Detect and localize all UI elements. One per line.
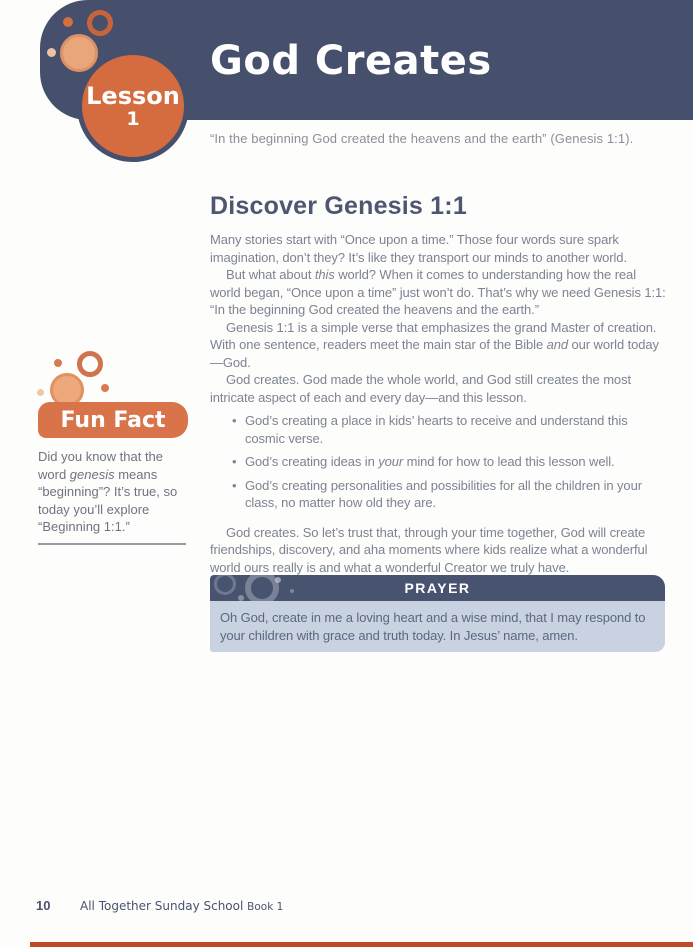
divider-line xyxy=(38,543,186,545)
lesson-label: Lesson xyxy=(86,82,180,110)
prayer-label: PRAYER xyxy=(404,580,471,596)
section-heading: Discover Genesis 1:1 xyxy=(210,192,467,220)
prayer-text: Oh God, create in me a loving heart and a wise mind, that I may respond to your children with grace and truth today. In Jesus’ name, amen. xyxy=(220,610,646,643)
page-title: God Creates xyxy=(210,38,492,84)
bullet-item: • God’s creating a place in kids’ hearts to receive and understand this cosmic verse. xyxy=(232,413,628,446)
lesson-number: 1 xyxy=(126,108,140,130)
paragraph: God creates. God made the whole world, and God still creates the most intricate aspect of each and every day—and this lesson. xyxy=(210,372,631,405)
footer-series-name: All Together Sunday School xyxy=(80,899,244,913)
decorative-dot-icon xyxy=(63,17,73,27)
lesson-badge xyxy=(77,50,189,162)
bullet-glyph: • xyxy=(232,413,237,428)
bullet-list xyxy=(210,412,670,512)
main-content xyxy=(210,192,670,576)
decorative-ring-icon xyxy=(87,10,113,36)
verse-quote: “In the beginning God created the heavens and the earth” (Genesis 1:1). xyxy=(210,131,634,146)
bullet-glyph: • xyxy=(232,477,237,493)
prayer-text-box xyxy=(210,601,665,652)
decorative-dot-icon xyxy=(275,577,281,583)
decorative-ring-icon xyxy=(77,351,103,377)
bullet-item: • God’s creating personalities and possibilities for all the children in your class, no matter how old they are. xyxy=(232,477,642,510)
decorative-dot-icon xyxy=(47,48,56,57)
decorative-dot-icon xyxy=(290,589,294,593)
decorative-dot-icon xyxy=(37,389,44,396)
decorative-ring-icon xyxy=(245,575,279,601)
paragraph: Many stories start with “Once upon a time.” Those four words sure spark imagination, don’t they? It’s like they transport our minds to another world. xyxy=(210,232,627,265)
footer-book-part: Book 1 xyxy=(247,901,284,913)
fun-fact-banner xyxy=(38,402,188,438)
decorative-ring-icon xyxy=(214,575,236,595)
page-number: 10 xyxy=(36,898,51,913)
paragraph: Genesis 1:1 is a simple verse that emphasizes the grand Master of creation. With one sentence, readers meet the main star of the Bible and our world today—God. xyxy=(210,319,659,370)
fun-fact-label: Fun Fact xyxy=(60,407,166,433)
decorative-dot-icon xyxy=(54,359,62,367)
bullet-glyph: • xyxy=(232,454,237,469)
fun-fact-text: Did you know that the word genesis means “beginning”? It’s true, so today you’ll explore “Beginning 1:1.” xyxy=(38,449,178,534)
closing-paragraph: God creates. So let’s trust that, through your time together, God will create friendships, discovery, and aha moments where kids realize what a wonderful world ours really is and what a wonderful Creator we truly have. xyxy=(210,524,648,575)
decorative-dot-icon xyxy=(238,595,244,601)
decorative-dot-icon xyxy=(101,384,109,392)
paragraph: But what about this world? When it comes to understanding how the real world began, “Once upon a time” just won’t do. That’s why we need Genesis 1:1: “In the beginning God created the heavens and the earth.” xyxy=(210,267,666,317)
prayer-banner xyxy=(210,575,665,601)
bullet-item: • God’s creating ideas in your mind for how to lead this lesson well. xyxy=(232,454,615,469)
body-paragraphs xyxy=(210,231,670,406)
footer-book-title xyxy=(80,899,283,913)
bottom-accent-bar xyxy=(30,942,693,947)
